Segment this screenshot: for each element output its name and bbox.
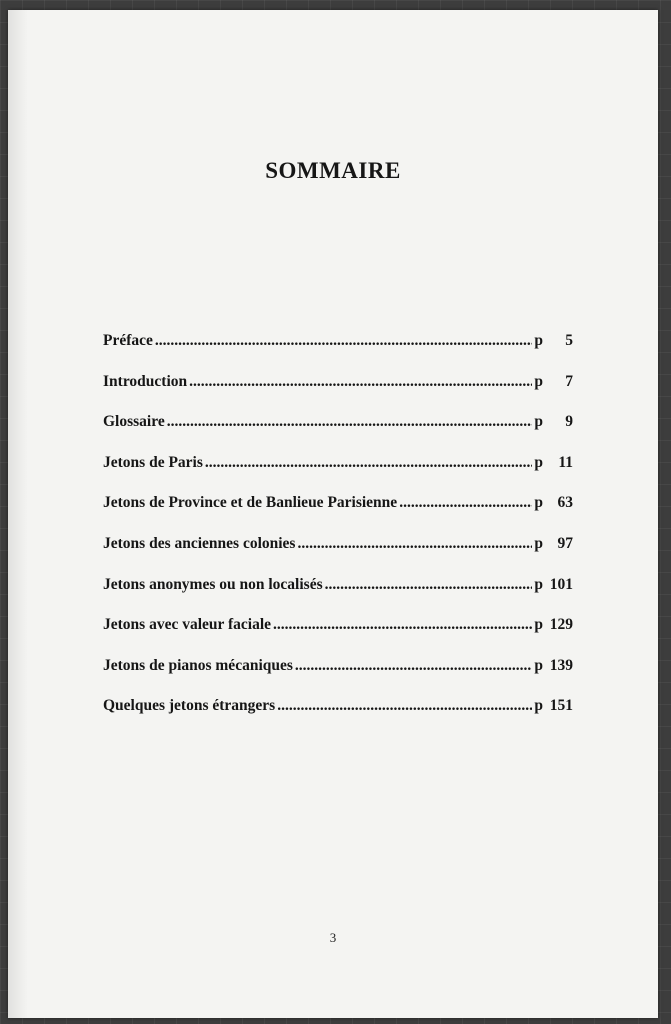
toc-entry-page <box>534 576 573 594</box>
page-number: 129 <box>549 616 573 634</box>
toc-entry-label: Jetons anonymes ou non localisés <box>103 575 323 593</box>
toc-leader-dots <box>189 373 532 391</box>
toc-entry-label: Jetons de Province et de Banlieue Parisienne <box>103 494 398 512</box>
toc-entry <box>103 697 573 738</box>
page-prefix: p <box>534 453 543 471</box>
page-prefix: p <box>534 332 543 349</box>
toc-entry <box>103 576 573 617</box>
toc-leader-dots <box>399 494 532 512</box>
toc-entry <box>103 373 573 414</box>
toc-entry-page <box>534 332 573 350</box>
toc-entry-label: Jetons de pianos mécaniques <box>103 656 293 674</box>
toc-entry-label: Jetons des anciennes colonies <box>103 534 296 552</box>
toc-entry-page <box>534 494 573 512</box>
page-prefix: p <box>534 616 543 634</box>
page-number: 11 <box>558 453 573 471</box>
toc-entry <box>103 657 573 698</box>
toc-leader-dots <box>325 576 533 594</box>
toc-entry-label: Quelques jetons étrangers <box>103 697 276 715</box>
toc-entry-page <box>534 697 573 715</box>
toc-leader-dots <box>167 413 533 431</box>
page-prefix: p <box>534 534 543 552</box>
toc-entry-label: Jetons de Paris <box>103 453 203 471</box>
page-number: 151 <box>549 697 573 715</box>
page-number: 101 <box>549 575 573 593</box>
toc-leader-dots <box>295 657 532 675</box>
page-prefix: p <box>534 494 543 512</box>
page-number: 7 <box>565 372 573 390</box>
toc-entry <box>103 454 573 495</box>
toc-entry <box>103 332 573 373</box>
page-prefix: p <box>534 697 543 715</box>
toc-entry-page <box>534 373 573 391</box>
toc-leader-dots <box>297 535 532 553</box>
toc-entry-page <box>534 535 573 553</box>
page-prefix: p <box>534 656 543 674</box>
page-title: SOMMAIRE <box>265 158 401 183</box>
page-prefix: p <box>534 575 543 593</box>
table-of-contents <box>103 332 573 738</box>
page-number: 139 <box>549 656 573 674</box>
toc-entry-page <box>534 454 573 472</box>
page-number: 63 <box>557 494 573 512</box>
toc-leader-dots <box>205 454 532 472</box>
page-number: 5 <box>565 332 573 349</box>
toc-entry <box>103 535 573 576</box>
page-prefix: p <box>534 413 543 431</box>
toc-leader-dots <box>277 697 532 715</box>
toc-entry-page <box>534 413 573 431</box>
toc-entry <box>103 413 573 454</box>
toc-leader-dots <box>273 616 532 634</box>
toc-entry <box>103 494 573 535</box>
page-number: 9 <box>565 413 573 431</box>
toc-entry-label: Jetons avec valeur faciale <box>103 616 272 634</box>
toc-leader-dots <box>155 332 532 350</box>
toc-entry-page <box>534 657 573 675</box>
toc-entry-label: Préface <box>103 332 153 349</box>
page-prefix: p <box>534 372 543 390</box>
page-folio: 3 <box>329 930 337 945</box>
document-page <box>8 10 658 1018</box>
toc-entry-page <box>534 616 573 634</box>
toc-entry <box>103 616 573 657</box>
page-number: 97 <box>557 534 573 552</box>
toc-entry-label: Introduction <box>103 372 188 390</box>
toc-entry-label: Glossaire <box>103 413 165 431</box>
